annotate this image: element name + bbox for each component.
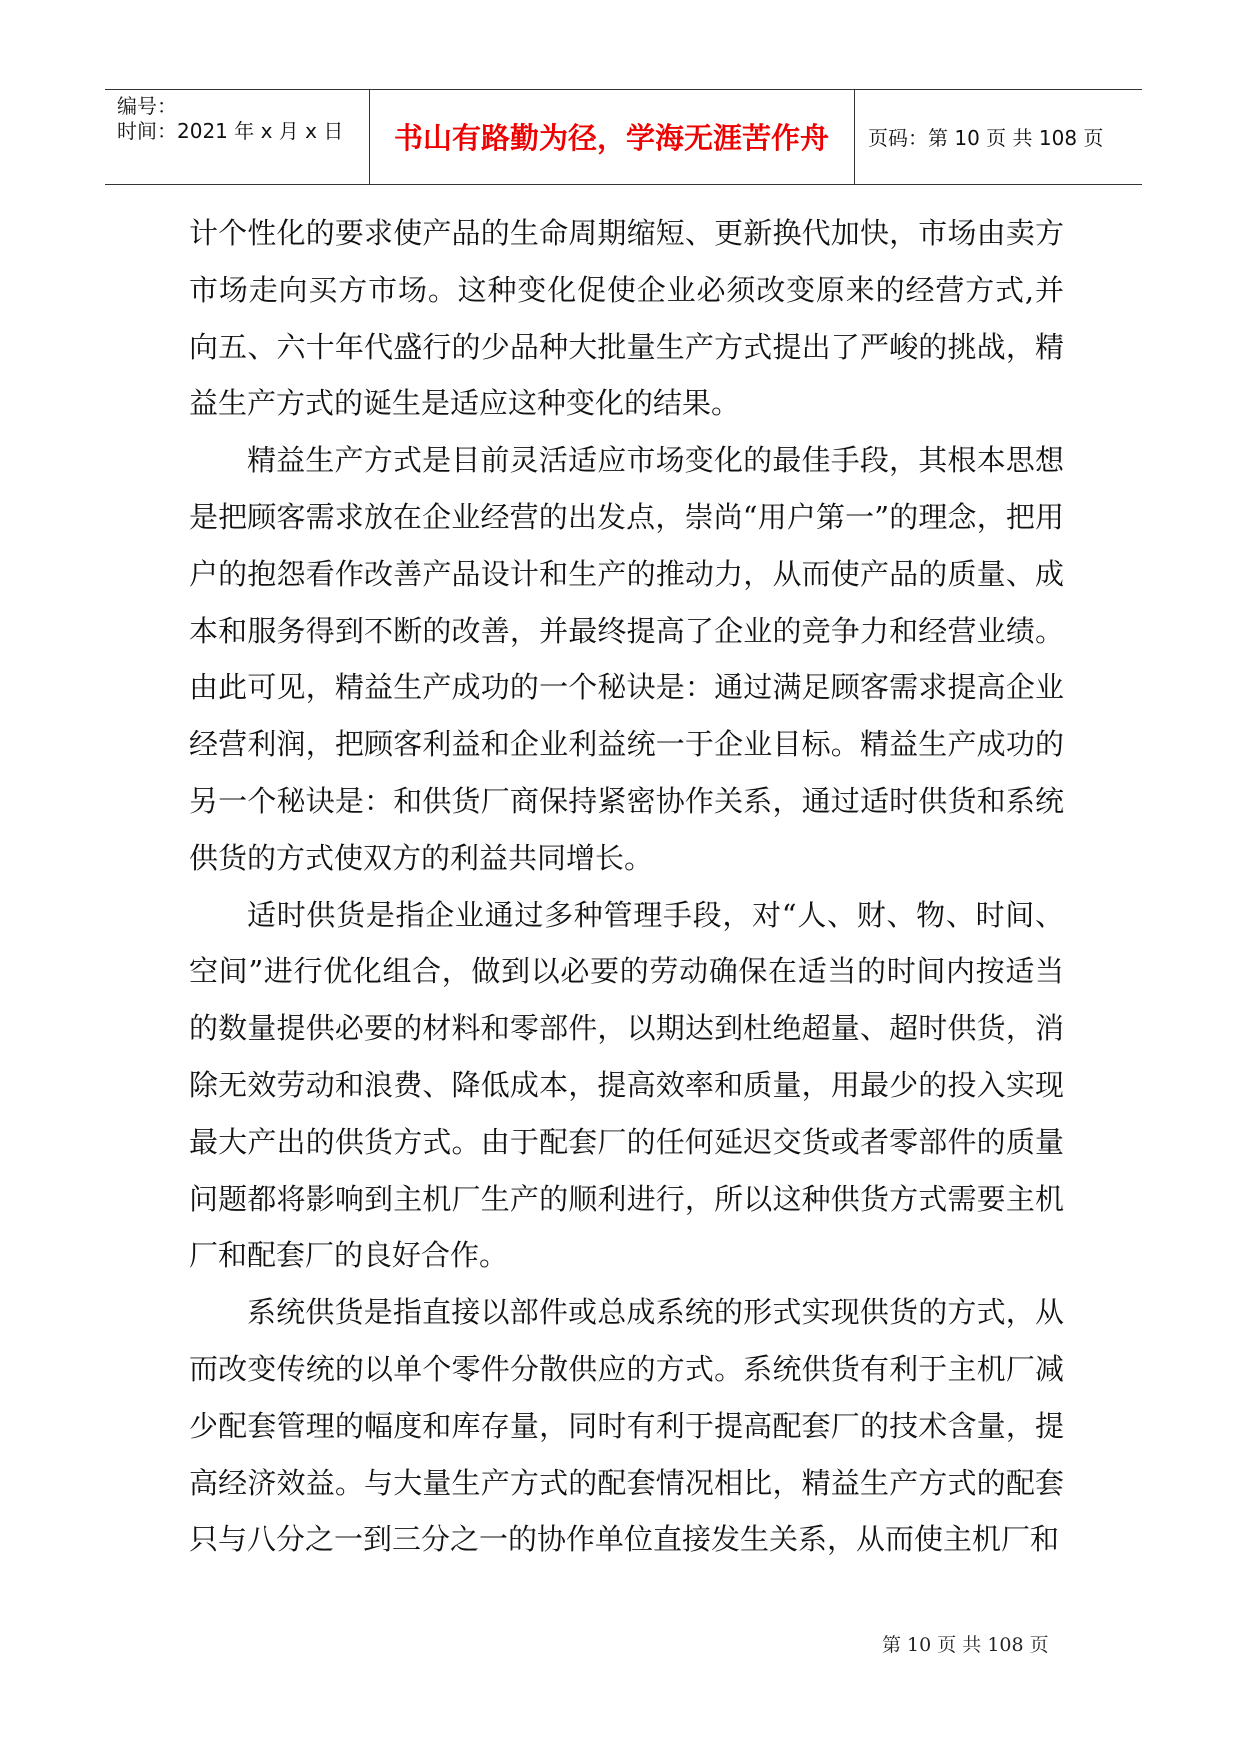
document-body <box>189 205 1064 1568</box>
page-footer: 第 10 页 共 108 页 <box>882 1634 1049 1656</box>
page-header <box>105 89 1142 185</box>
header-page-code: 页码：第 10 页 共 108 页 <box>868 126 1104 150</box>
paragraph-system-supply: 系统供货是指直接以部件或总成系统的形式实现供货的方式，从而改变传统的以单个零件分散供应的方式。系统供货有利于主机厂减少配套管理的幅度和库存量，同时有利于提高配套厂的技术含量，提高经济效益。与大量生产方式的配套情况相比，精益生产方式的配套只与八分之一到三分之一的协作单位直接发生关系，从而使主机厂和 <box>189 1295 1064 1557</box>
header-left-cell <box>105 90 370 184</box>
paragraph-lean-production: 精益生产方式是目前灵活适应市场变化的最佳手段，其根本思想是把顾客需求放在企业经营的出发点，崇尚“用户第一”的理念，把用户的抱怨看作改善产品设计和生产的推动力，从而使产品的质量、成本和服务得到不断的改善，并最终提高了企业的竞争力和经营业绩。由此可见，精益生产成功的一个秘诀是：通过满足顾客需求提高企业经营利润，把顾客利益和企业利益统一于企业目标。精益生产成功的另一个秘诀是：和供货厂商保持紧密协作关系，通过适时供货和系统供货的方式使双方的利益共同增长。 <box>189 443 1064 875</box>
paragraph-just-in-time: 适时供货是指企业通过多种管理手段，对“人、财、物、时间、空间”进行优化组合，做到以必要的劳动确保在适当的时间内按适当的数量提供必要的材料和零部件，以期达到杜绝超量、超时供货，消除无效劳动和浪费、降低成本，提高效率和质量，用最少的投入实现最大产出的供货方式。由于配套厂的任何延迟交货或者零部件的质量问题都将影响到主机厂生产的顺利进行，所以这种供货方式需要主机厂和配套厂的良好合作。 <box>189 897 1064 1273</box>
paragraph-continuation: 计个性化的要求使产品的生命周期缩短、更新换代加快，市场由卖方市场走向买方市场。这种变化促使企业必须改变原来的经营方式,并向五、六十年代盛行的少品种大批量生产方式提出了严峻的挑战，精益生产方式的诞生是适应这种变化的结果。 <box>189 216 1064 421</box>
document-number-label: 编号： <box>117 94 177 118</box>
header-motto: 书山有路勤为径，学海无涯苦作舟 <box>393 121 829 155</box>
document-time-label: 时间：2021 年 x 月 x 日 <box>117 119 344 143</box>
header-middle-cell <box>369 90 855 184</box>
header-right-cell <box>854 90 1142 184</box>
